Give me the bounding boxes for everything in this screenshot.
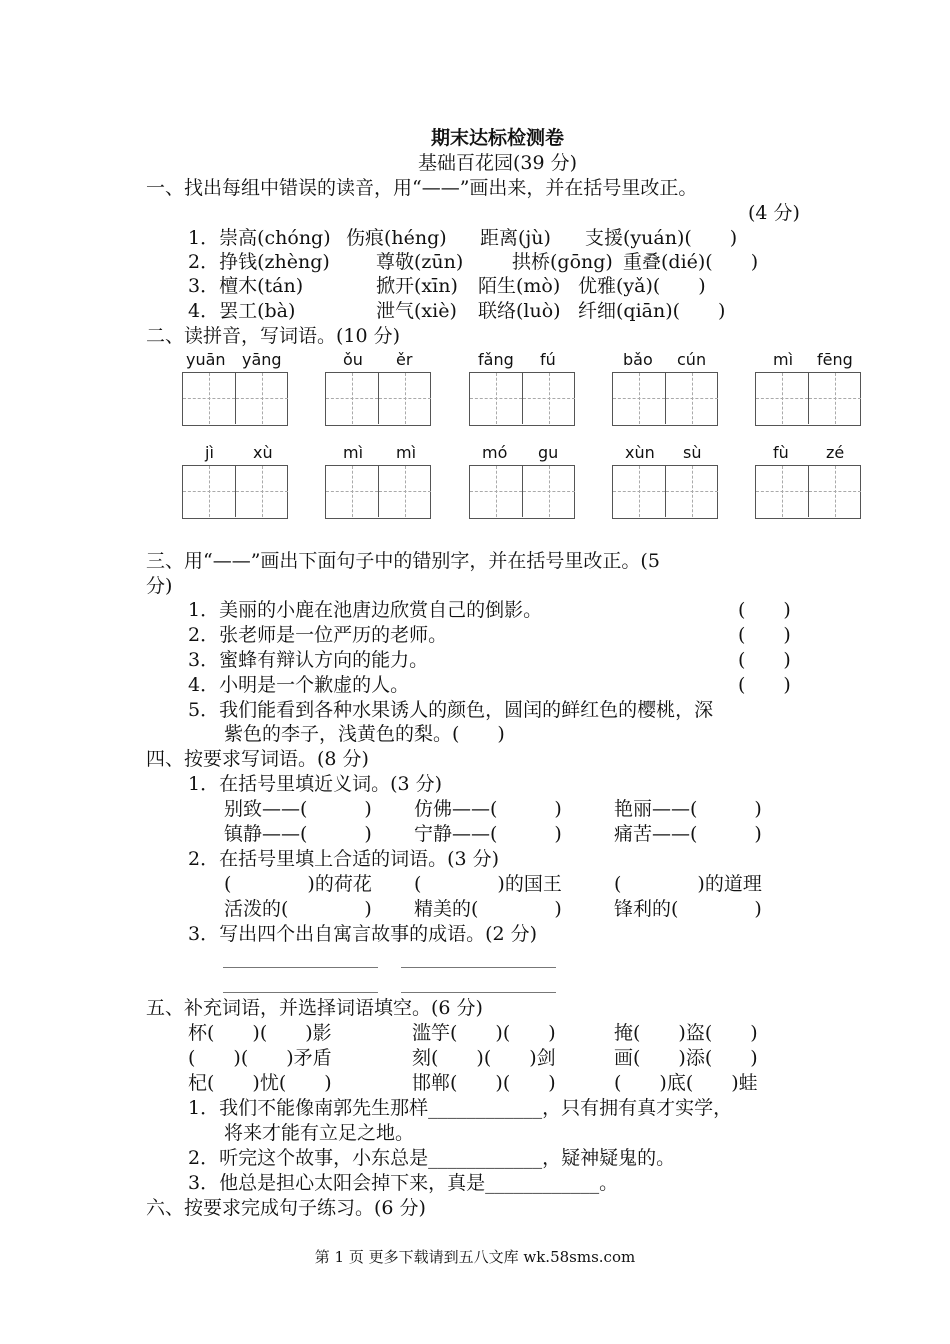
s1-r2-c3: 拱桥(gōng)	[512, 251, 613, 273]
s3-item-5: 5．我们能看到各种水果诱人的颜色，圆闰的鲜红色的樱桃，深	[188, 699, 714, 721]
s5-r2-c2: 刻( )( )剑	[412, 1047, 556, 1069]
pinyin: sù	[683, 443, 702, 462]
writing-box[interactable]	[755, 465, 861, 519]
s1-r1-c3: 距离(jù)	[480, 227, 551, 249]
writing-box[interactable]	[755, 372, 861, 426]
writing-box[interactable]	[612, 372, 718, 426]
s1-r4-c3: 联络(luò)	[478, 300, 561, 322]
s1-r4-c2: 泄气(xiè)	[376, 300, 457, 322]
s1-r2-c2: 尊敬(zūn)	[376, 251, 464, 273]
page-subtitle: 基础百花园(39 分)	[417, 152, 578, 174]
pinyin: fù	[773, 443, 789, 462]
section1-score: (4 分)	[748, 202, 800, 224]
s4-q3: 3．写出四个出自寓言故事的成语。(2 分)	[188, 923, 538, 945]
answer-line[interactable]	[223, 992, 378, 993]
s4-q2-r2-c2: 精美的( )	[414, 898, 562, 920]
answer-line[interactable]	[223, 967, 378, 968]
pinyin: xùn	[625, 443, 655, 462]
s4-q1-r1-c3: 艳丽——( )	[614, 798, 762, 820]
s5-r3-c2: 邯郸( )( )	[412, 1072, 556, 1094]
pinyin: cún	[677, 350, 707, 369]
section4-heading: 四、按要求写词语。(8 分)	[146, 748, 369, 770]
s4-q1-r2-c3: 痛苦——( )	[614, 823, 762, 845]
writing-box[interactable]	[325, 372, 431, 426]
s4-q2-r2-c3: 锋利的( )	[614, 898, 762, 920]
s4-q1-r1-c1: 别致——( )	[224, 798, 372, 820]
s4-q1-r2-c1: 镇静——( )	[224, 823, 372, 845]
s1-r2-c1: 2．挣钱(zhèng)	[188, 251, 330, 273]
pinyin: mì	[343, 443, 364, 462]
section3-heading: 三、用“——”画出下面句子中的错别字，并在括号里改正。(5	[146, 550, 660, 572]
section5-heading: 五、补充词语，并选择词语填空。(6 分)	[146, 997, 483, 1019]
writing-box[interactable]	[182, 372, 288, 426]
answer-paren[interactable]: ( )	[738, 674, 791, 696]
section2-heading: 二、读拼音，写词语。(10 分)	[146, 325, 401, 347]
s4-q2-r1-c1: ( )的荷花	[224, 873, 372, 895]
s5-r1-c1: 杯( )( )影	[188, 1022, 332, 1044]
s5-r1-c2: 滥竽( )( )	[412, 1022, 556, 1044]
pinyin: ěr	[396, 350, 413, 369]
answer-line[interactable]	[401, 992, 556, 993]
pinyin: fēng	[817, 350, 853, 369]
s5-r3-c3: ( )底( )蛙	[614, 1072, 758, 1094]
pinyin: mì	[773, 350, 794, 369]
s3-item-1: 1．美丽的小鹿在池唐边欣赏自己的倒影。	[188, 599, 543, 621]
answer-paren[interactable]: ( )	[738, 599, 791, 621]
s5-r2-c1: ( )( )矛盾	[188, 1047, 332, 1069]
s3-item-3: 3．蜜蜂有辩认方向的能力。	[188, 649, 429, 671]
pinyin: zé	[826, 443, 845, 462]
writing-box[interactable]	[469, 465, 575, 519]
s5-q1: 1．我们不能像南郭先生那样____________，只有拥有真才实学，	[188, 1097, 733, 1119]
s1-r3-c2: 掀开(xīn)	[376, 275, 458, 297]
s1-r4-c4: 纤细(qiān)( )	[578, 300, 726, 322]
s1-r4-c1: 4．罢工(bà)	[188, 300, 296, 322]
pinyin: mì	[396, 443, 417, 462]
s5-q3: 3．他总是担心太阳会掉下来，真是____________。	[188, 1172, 619, 1194]
pinyin: xù	[253, 443, 273, 462]
s1-r1-c1: 1．崇高(chóng)	[188, 227, 331, 249]
s4-q1: 1．在括号里填近义词。(3 分)	[188, 773, 443, 795]
s3-item-5-cont: 紫色的李子，浅黄色的梨。( )	[224, 723, 505, 745]
s1-r1-c2: 伤痕(héng)	[346, 227, 447, 249]
s1-r1-c4: 支援(yuán)( )	[585, 227, 738, 249]
s4-q2-r1-c2: ( )的国王	[414, 873, 562, 895]
writing-box[interactable]	[469, 372, 575, 426]
pinyin: mó	[482, 443, 508, 462]
writing-box[interactable]	[612, 465, 718, 519]
s1-r3-c3: 陌生(mò)	[478, 275, 561, 297]
answer-line[interactable]	[401, 967, 556, 968]
s5-r3-c1: 杞( )忧( )	[188, 1072, 332, 1094]
pinyin: fǎng	[478, 350, 514, 369]
pinyin: jì	[205, 443, 214, 462]
pinyin: bǎo	[623, 350, 653, 369]
answer-paren[interactable]: ( )	[738, 624, 791, 646]
s4-q2-r2-c1: 活泼的( )	[224, 898, 372, 920]
writing-box[interactable]	[182, 465, 288, 519]
s3-item-2: 2．张老师是一位严历的老师。	[188, 624, 448, 646]
answer-paren[interactable]: ( )	[738, 649, 791, 671]
section1-heading: 一、找出每组中错误的读音，用“——”画出来，并在括号里改正。	[146, 177, 698, 199]
s5-r1-c3: 掩( )盗( )	[614, 1022, 758, 1044]
s4-q1-r1-c2: 仿佛——( )	[414, 798, 562, 820]
pinyin: fú	[540, 350, 556, 369]
s4-q2: 2．在括号里填上合适的词语。(3 分)	[188, 848, 500, 870]
s1-r3-c1: 3．檀木(tán)	[188, 275, 304, 297]
section6-heading: 六、按要求完成句子练习。(6 分)	[146, 1197, 426, 1219]
page-title: 期末达标检测卷	[430, 127, 564, 149]
s4-q1-r2-c2: 宁静——( )	[414, 823, 562, 845]
s3-item-4: 4．小明是一个歉虚的人。	[188, 674, 410, 696]
page-footer: 第 1 页 更多下载请到五八文库 wk.58sms.com	[314, 1248, 636, 1266]
pinyin: yāng	[242, 350, 282, 369]
s4-q2-r1-c3: ( )的道理	[614, 873, 762, 895]
s5-q2: 2．听完这个故事，小东总是____________，疑神疑鬼的。	[188, 1147, 676, 1169]
section3-heading-cont: 分)	[146, 575, 173, 597]
writing-box[interactable]	[325, 465, 431, 519]
pinyin: ǒu	[343, 350, 363, 369]
s5-r2-c3: 画( )添( )	[614, 1047, 758, 1069]
s1-r3-c4: 优雅(yǎ)( )	[578, 275, 706, 297]
s1-r2-c4: 重叠(dié)( )	[623, 251, 759, 273]
pinyin: gu	[538, 443, 559, 462]
pinyin: yuān	[186, 350, 226, 369]
s5-q1-cont: 将来才能有立足之地。	[224, 1122, 415, 1144]
